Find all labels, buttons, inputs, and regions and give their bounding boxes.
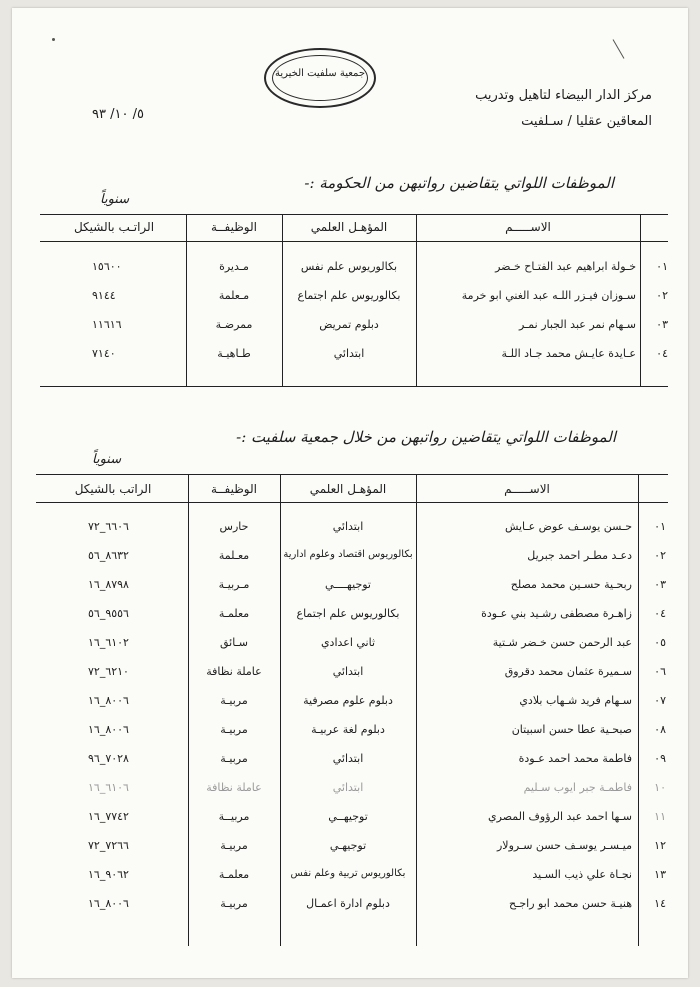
row-number: ٠٢ <box>654 549 666 562</box>
stamp-text: جمعية سلفيت الخيرية <box>274 68 366 79</box>
row-number: ٠٣ <box>656 318 668 331</box>
job-title: مـربيـة <box>218 578 250 591</box>
employee-name: سـها احمد عبد الرؤوف المصري <box>488 810 632 823</box>
salary: ٧٢٦٦_٧٢ <box>88 839 129 852</box>
row-number: ٠٨ <box>654 723 666 736</box>
job-title: عاملة نظافة <box>206 781 262 794</box>
row-number: ٠٤ <box>656 347 668 360</box>
salary: ٨٦٣٢_٥٦ <box>88 549 129 562</box>
salary: ٦١٠٢_١٦ <box>88 636 129 649</box>
column-divider <box>186 214 187 386</box>
qualification: ابتدائي <box>333 347 365 360</box>
employee-name: زاهـرة مصطفى رشـيد بني عـودة <box>481 607 632 620</box>
qualification: توجيهــــي <box>325 578 371 591</box>
salary: ٧٠٢٨_٩٦ <box>88 752 129 765</box>
section1-annual-note: سنوياً <box>100 192 130 207</box>
organization-line-2: المعاقين عقليا / سـلفيت <box>521 114 652 129</box>
qualification: بكالوريوس اقتصاد وعلوم ادارية <box>283 549 413 560</box>
qualification: بكالوريوس علم نفس <box>300 260 398 273</box>
row-number: ١٤ <box>654 897 666 910</box>
employee-name: صبحـية عطا حسن اسبيتان <box>511 723 632 736</box>
salary: ٦١٠٦_١٦ <box>88 781 129 794</box>
document-page <box>12 8 688 978</box>
qualification: ثاني اعدادي <box>320 636 376 649</box>
row-number: ٠٣ <box>654 578 666 591</box>
qualification: بكالوريوس علم اجتماع <box>297 289 401 302</box>
job-title: معلمـة <box>218 868 250 881</box>
row-number: ١٣ <box>654 868 666 881</box>
employee-name: نجـاة علي ذيب السـيد <box>532 868 632 881</box>
qualification: دبلوم تمريض <box>319 318 379 331</box>
job-title: معلمـة <box>218 607 250 620</box>
job-title: سـائق <box>219 636 249 649</box>
row-number: ٠١ <box>654 520 666 533</box>
job-title: مربيــة <box>218 810 250 823</box>
job-title: معـلمة <box>218 549 250 562</box>
employee-name: خـولة ابراهيم عبد الفتـاح خـضر <box>495 260 636 273</box>
salary: ٨٠٠٦_١٦ <box>88 694 129 707</box>
salary: ٧٧٤٢_١٦ <box>88 810 129 823</box>
employee-name: دعـد مطـر احمد جبريل <box>527 549 632 562</box>
employee-name: سـهام فريد شـهاب بلادي <box>519 694 632 707</box>
salary: ١٥٦٠٠ <box>92 260 122 273</box>
salary: ٧١٤٠ <box>92 347 116 360</box>
salary: ٨٠٠٦_١٦ <box>88 897 129 910</box>
qualification: دبلوم علوم مصرفية <box>303 694 393 707</box>
salary: ٩٥٥٦_٥٦ <box>88 607 129 620</box>
qualification: توجيهــي <box>328 810 368 823</box>
column-header-job: الوظيفــة <box>211 220 257 234</box>
column-header-name: الاســـــم <box>504 482 550 496</box>
job-title: مـعلمة <box>218 289 250 302</box>
organization-line-1: مركز الدار البيضاء لتاهيل وتدريب <box>475 88 652 103</box>
job-title: مربيـة <box>220 839 248 852</box>
table-rule <box>36 502 668 503</box>
qualification: ابتدائي <box>332 781 364 794</box>
salary: ٦٢١٠_٧٢ <box>88 665 129 678</box>
column-divider <box>640 214 641 386</box>
column-divider <box>280 474 281 946</box>
qualification: توجيهـي <box>329 839 367 852</box>
column-header-qualification: المؤهـل العلمي <box>310 220 388 234</box>
employee-name: حـسن يوسـف عوض عـايش <box>504 520 632 533</box>
job-title: عاملة نظافة <box>206 665 262 678</box>
column-divider <box>416 474 417 946</box>
employee-name: هنيـة حسن محمد ابو راجـح <box>509 897 632 910</box>
column-divider <box>188 474 189 946</box>
row-number: ١٢ <box>654 839 666 852</box>
row-number: ٠٦ <box>654 665 666 678</box>
row-number: ٠٩ <box>654 752 666 765</box>
pen-mark <box>52 38 55 41</box>
row-number: ١١ <box>654 810 666 823</box>
job-title: مربيـة <box>220 723 248 736</box>
column-header-salary: الراتب بالشيكل <box>74 482 152 496</box>
employee-name: فاطمـة جبر ايوب سـليم <box>523 781 632 794</box>
column-header-job: الوظيفــة <box>211 482 257 496</box>
table-rule <box>40 214 668 215</box>
row-number: ٠٢ <box>656 289 668 302</box>
section1-title: الموظفات اللواتي يتقاضين رواتبهن من الحكومة :- <box>304 174 614 192</box>
document-date: ٥/ ١٠/ ٩٣ <box>92 107 144 122</box>
employee-name: عـايدة عايـش محمد جـاد اللـة <box>501 347 636 360</box>
qualification: ابتدائي <box>332 665 364 678</box>
qualification: ابتدائي <box>332 520 364 533</box>
job-title: مربيـة <box>220 897 248 910</box>
employee-name: سـوزان فيـزر اللـه عبد الغني ابو خرمة <box>461 289 636 302</box>
job-title: مـديرة <box>219 260 249 273</box>
section2-title: الموظفات اللواتي يتقاضين رواتبهن من خلال جمعية سلفيت :- <box>236 428 616 446</box>
column-divider <box>416 214 417 386</box>
row-number: ٠٤ <box>654 607 666 620</box>
column-header-name: الاســـــم <box>505 220 551 234</box>
row-number: ٠١ <box>656 260 668 273</box>
qualification: دبلوم ادارة اعمـال <box>306 897 390 910</box>
qualification: ابتدائي <box>332 752 364 765</box>
job-title: ممرضـة <box>215 318 253 331</box>
salary: ٩١٤٤ <box>92 289 116 302</box>
salary: ٨٠٠٦_١٦ <box>88 723 129 736</box>
employee-name: سـهام نمر عبد الجبار نمـر <box>518 318 636 331</box>
salary: ٦٦٠٦_٧٢ <box>88 520 129 533</box>
job-title: مربيـة <box>220 694 248 707</box>
job-title: حارس <box>219 520 249 533</box>
organization-stamp <box>264 48 376 108</box>
employee-name: ميـسـر يوسـف حسن سـرولار <box>497 839 632 852</box>
job-title: طـاهيـة <box>217 347 251 360</box>
table-rule <box>36 474 668 475</box>
salary: ٩٠٦٢_١٦ <box>88 868 129 881</box>
employee-name: عبد الرحمن حسن خـضر شـتية <box>492 636 632 649</box>
column-divider <box>282 214 283 386</box>
column-header-salary: الراتـب بالشيكل <box>73 220 155 234</box>
employee-name: سـميرة عثمان محمد دقروق <box>504 665 632 678</box>
row-number: ٠٥ <box>654 636 666 649</box>
column-header-qualification: المؤهـل العلمي <box>309 482 387 496</box>
salary: ٨٧٩٨_١٦ <box>88 578 129 591</box>
employee-name: ربحـية حسـين محمد مصلح <box>510 578 632 591</box>
row-number: ٠٧ <box>654 694 666 707</box>
table-rule <box>40 386 668 387</box>
row-number: ١٠ <box>654 781 666 794</box>
qualification: دبلوم لغة عربيـة <box>311 723 385 736</box>
qualification: بكالوريوس علم اجتماع <box>296 607 400 620</box>
pen-mark <box>613 39 625 59</box>
job-title: مربيـة <box>220 752 248 765</box>
table-rule <box>40 241 668 242</box>
section2-annual-note: سنوياً <box>92 452 122 467</box>
salary: ١١٦١٦ <box>92 318 122 331</box>
employee-name: فاطمة محمد احمد عـودة <box>518 752 632 765</box>
qualification: بكالوريوس تربية وعلم نفس <box>290 868 406 879</box>
